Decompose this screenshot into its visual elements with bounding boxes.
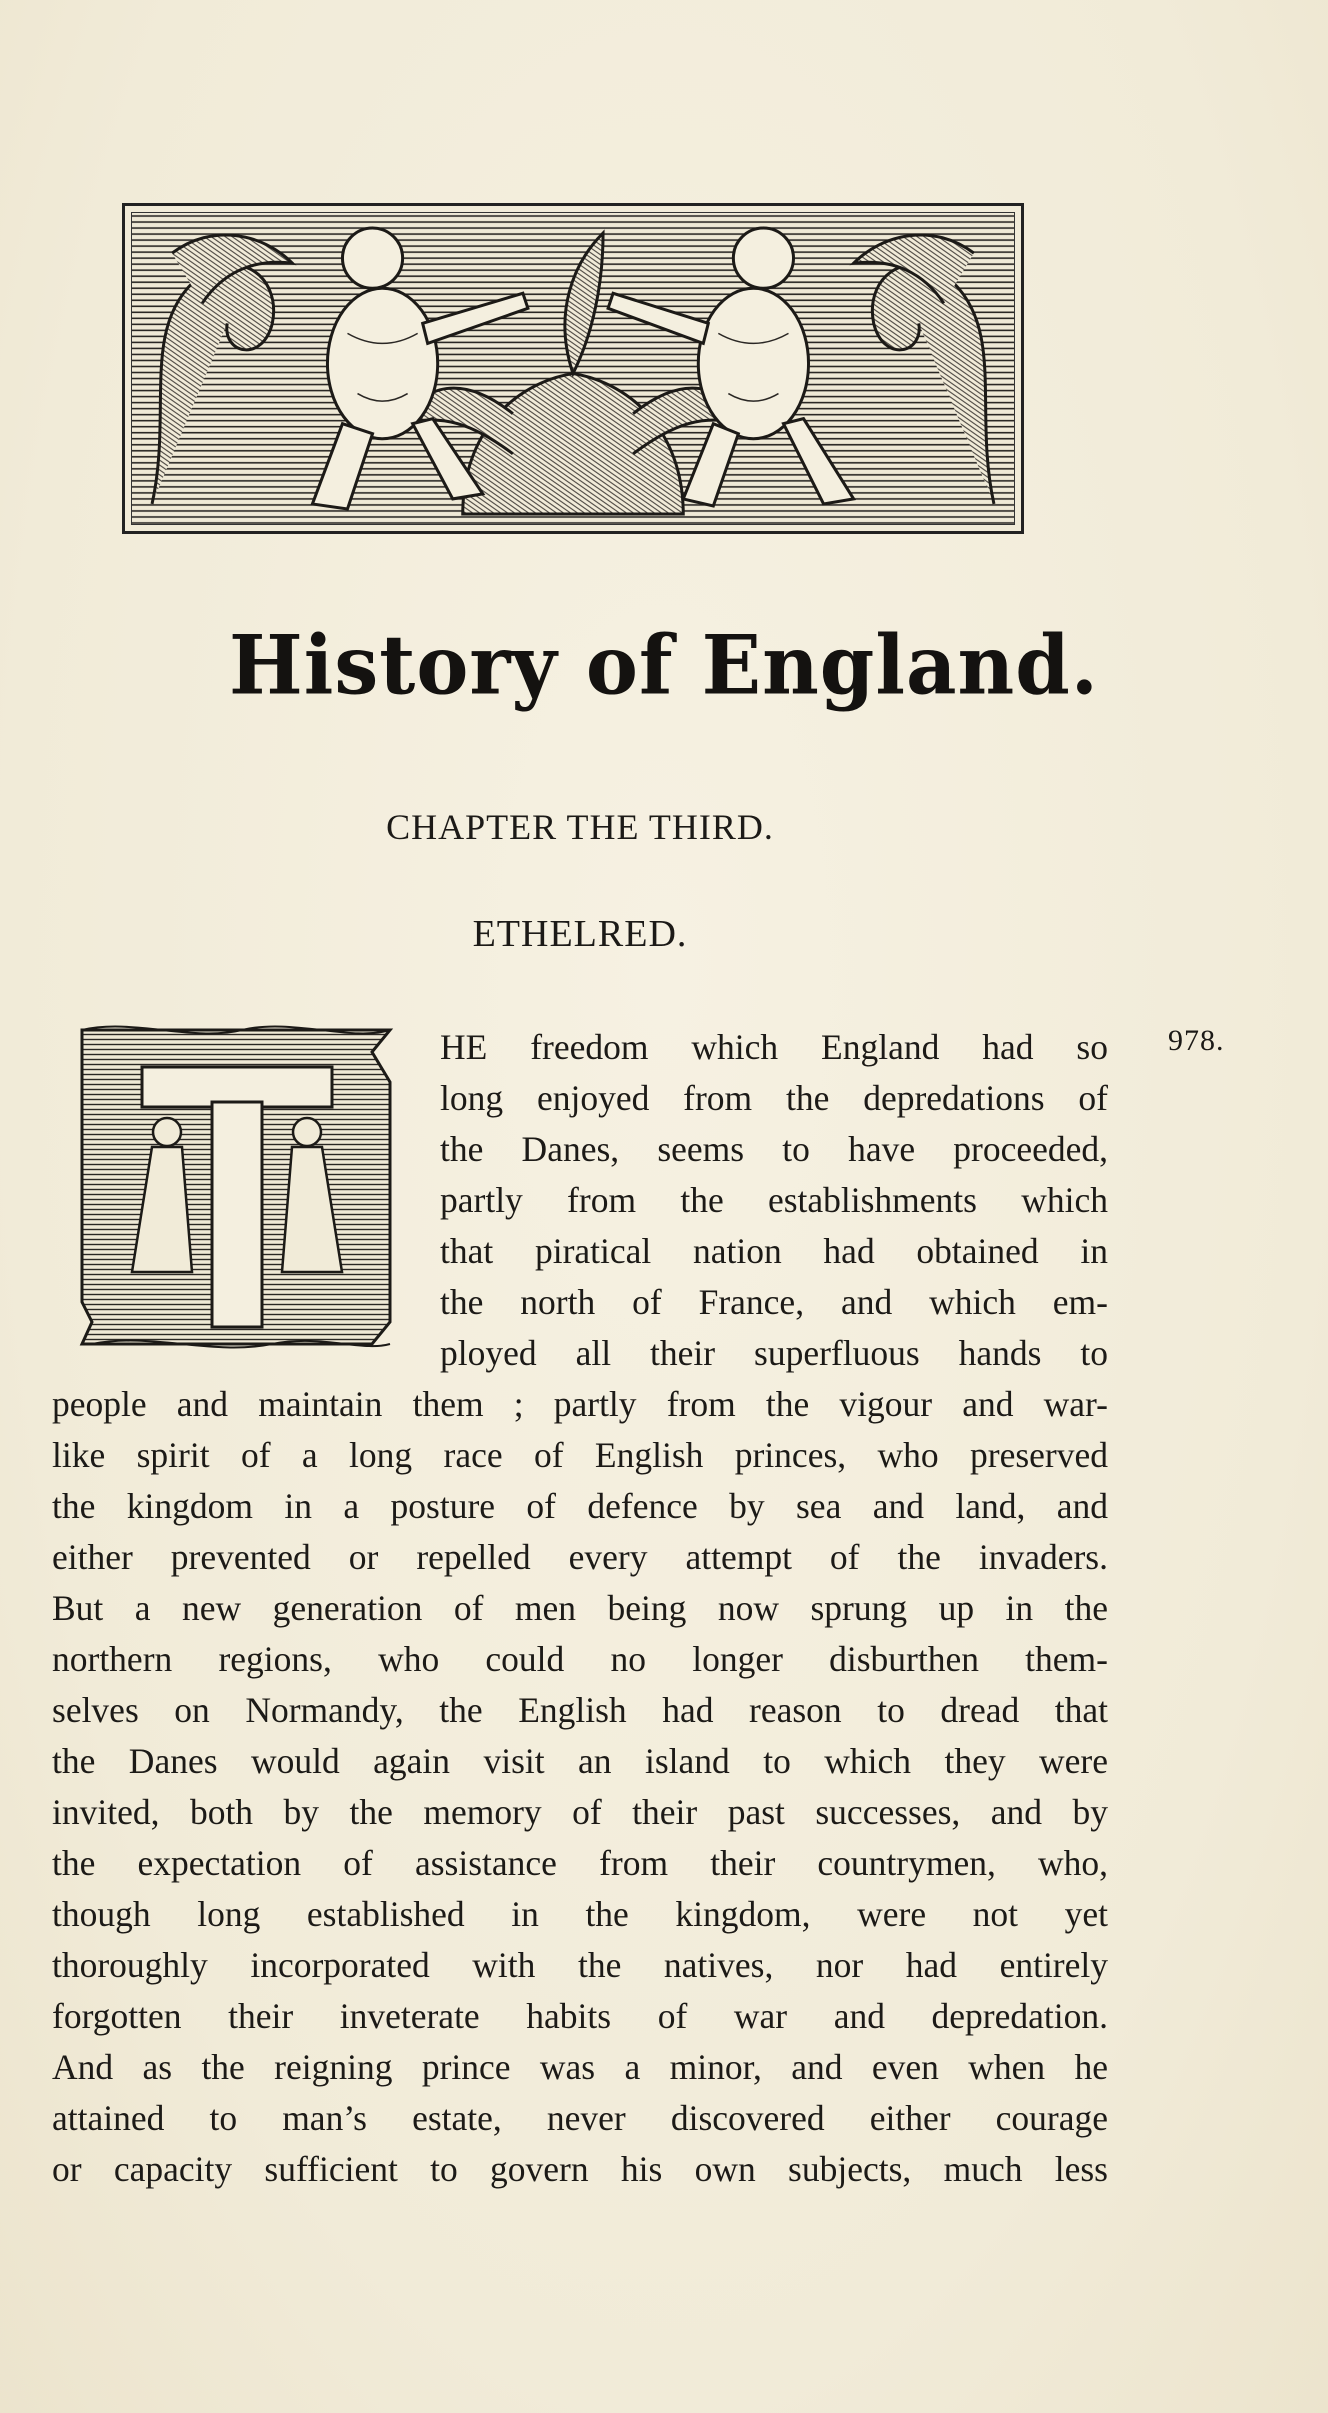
text-line: attained to man’s estate, never discovered either courage (52, 2098, 1108, 2138)
text-line: like spirit of a long race of English princes, who preserved (52, 1435, 1108, 1475)
text-line: selves on Normandy, the English had reason to dread that (52, 1690, 1108, 1730)
text-line: long enjoyed from the depredations of (440, 1078, 1108, 1118)
text-line: HE freedom which England had so (440, 1027, 1108, 1067)
text-line: partly from the establishments which (440, 1180, 1108, 1220)
page-title: History of England. (229, 617, 1099, 714)
text-line: the expectation of assistance from their countrymen, who, (52, 1843, 1108, 1883)
text-line: thoroughly incorporated with the natives, nor had entirely (52, 1945, 1108, 1985)
margin-year-note: 978. (1168, 1024, 1225, 1057)
text-line: forgotten their inveterate habits of war and depredation. (52, 1996, 1108, 2036)
text-line: or capacity sufficient to govern his own subjects, much less (52, 2149, 1108, 2189)
decorated-initial-T-icon (72, 1022, 400, 1356)
text-line: the north of France, and which em- (440, 1282, 1108, 1322)
cherubs-foliage-engraving-icon (132, 213, 1014, 524)
text-line: But a new generation of men being now sprung up in the (52, 1588, 1108, 1628)
text-line: the Danes, seems to have proceeded, (440, 1129, 1108, 1169)
text-line: invited, both by the memory of their past successes, and by (52, 1792, 1108, 1832)
text-line: northern regions, who could no longer disburthen them- (52, 1639, 1108, 1679)
chapter-heading: CHAPTER THE THIRD. (386, 807, 774, 847)
text-line: And as the reigning prince was a minor, and even when he (52, 2047, 1108, 2087)
text-line: the Danes would again visit an island to which they were (52, 1741, 1108, 1781)
decorated-initial (72, 1022, 400, 1356)
text-line: that piratical nation had obtained in (440, 1231, 1108, 1271)
text-line: either prevented or repelled every attempt of the invaders. (52, 1537, 1108, 1577)
text-line: people and maintain them ; partly from the vigour and war- (52, 1384, 1108, 1424)
headpiece-engraving (122, 203, 1024, 534)
text-line: ployed all their superfluous hands to (440, 1333, 1108, 1373)
section-heading: ETHELRED. (472, 913, 688, 955)
text-line: the kingdom in a posture of defence by sea and land, and (52, 1486, 1108, 1526)
text-line: though long established in the kingdom, were not yet (52, 1894, 1108, 1934)
